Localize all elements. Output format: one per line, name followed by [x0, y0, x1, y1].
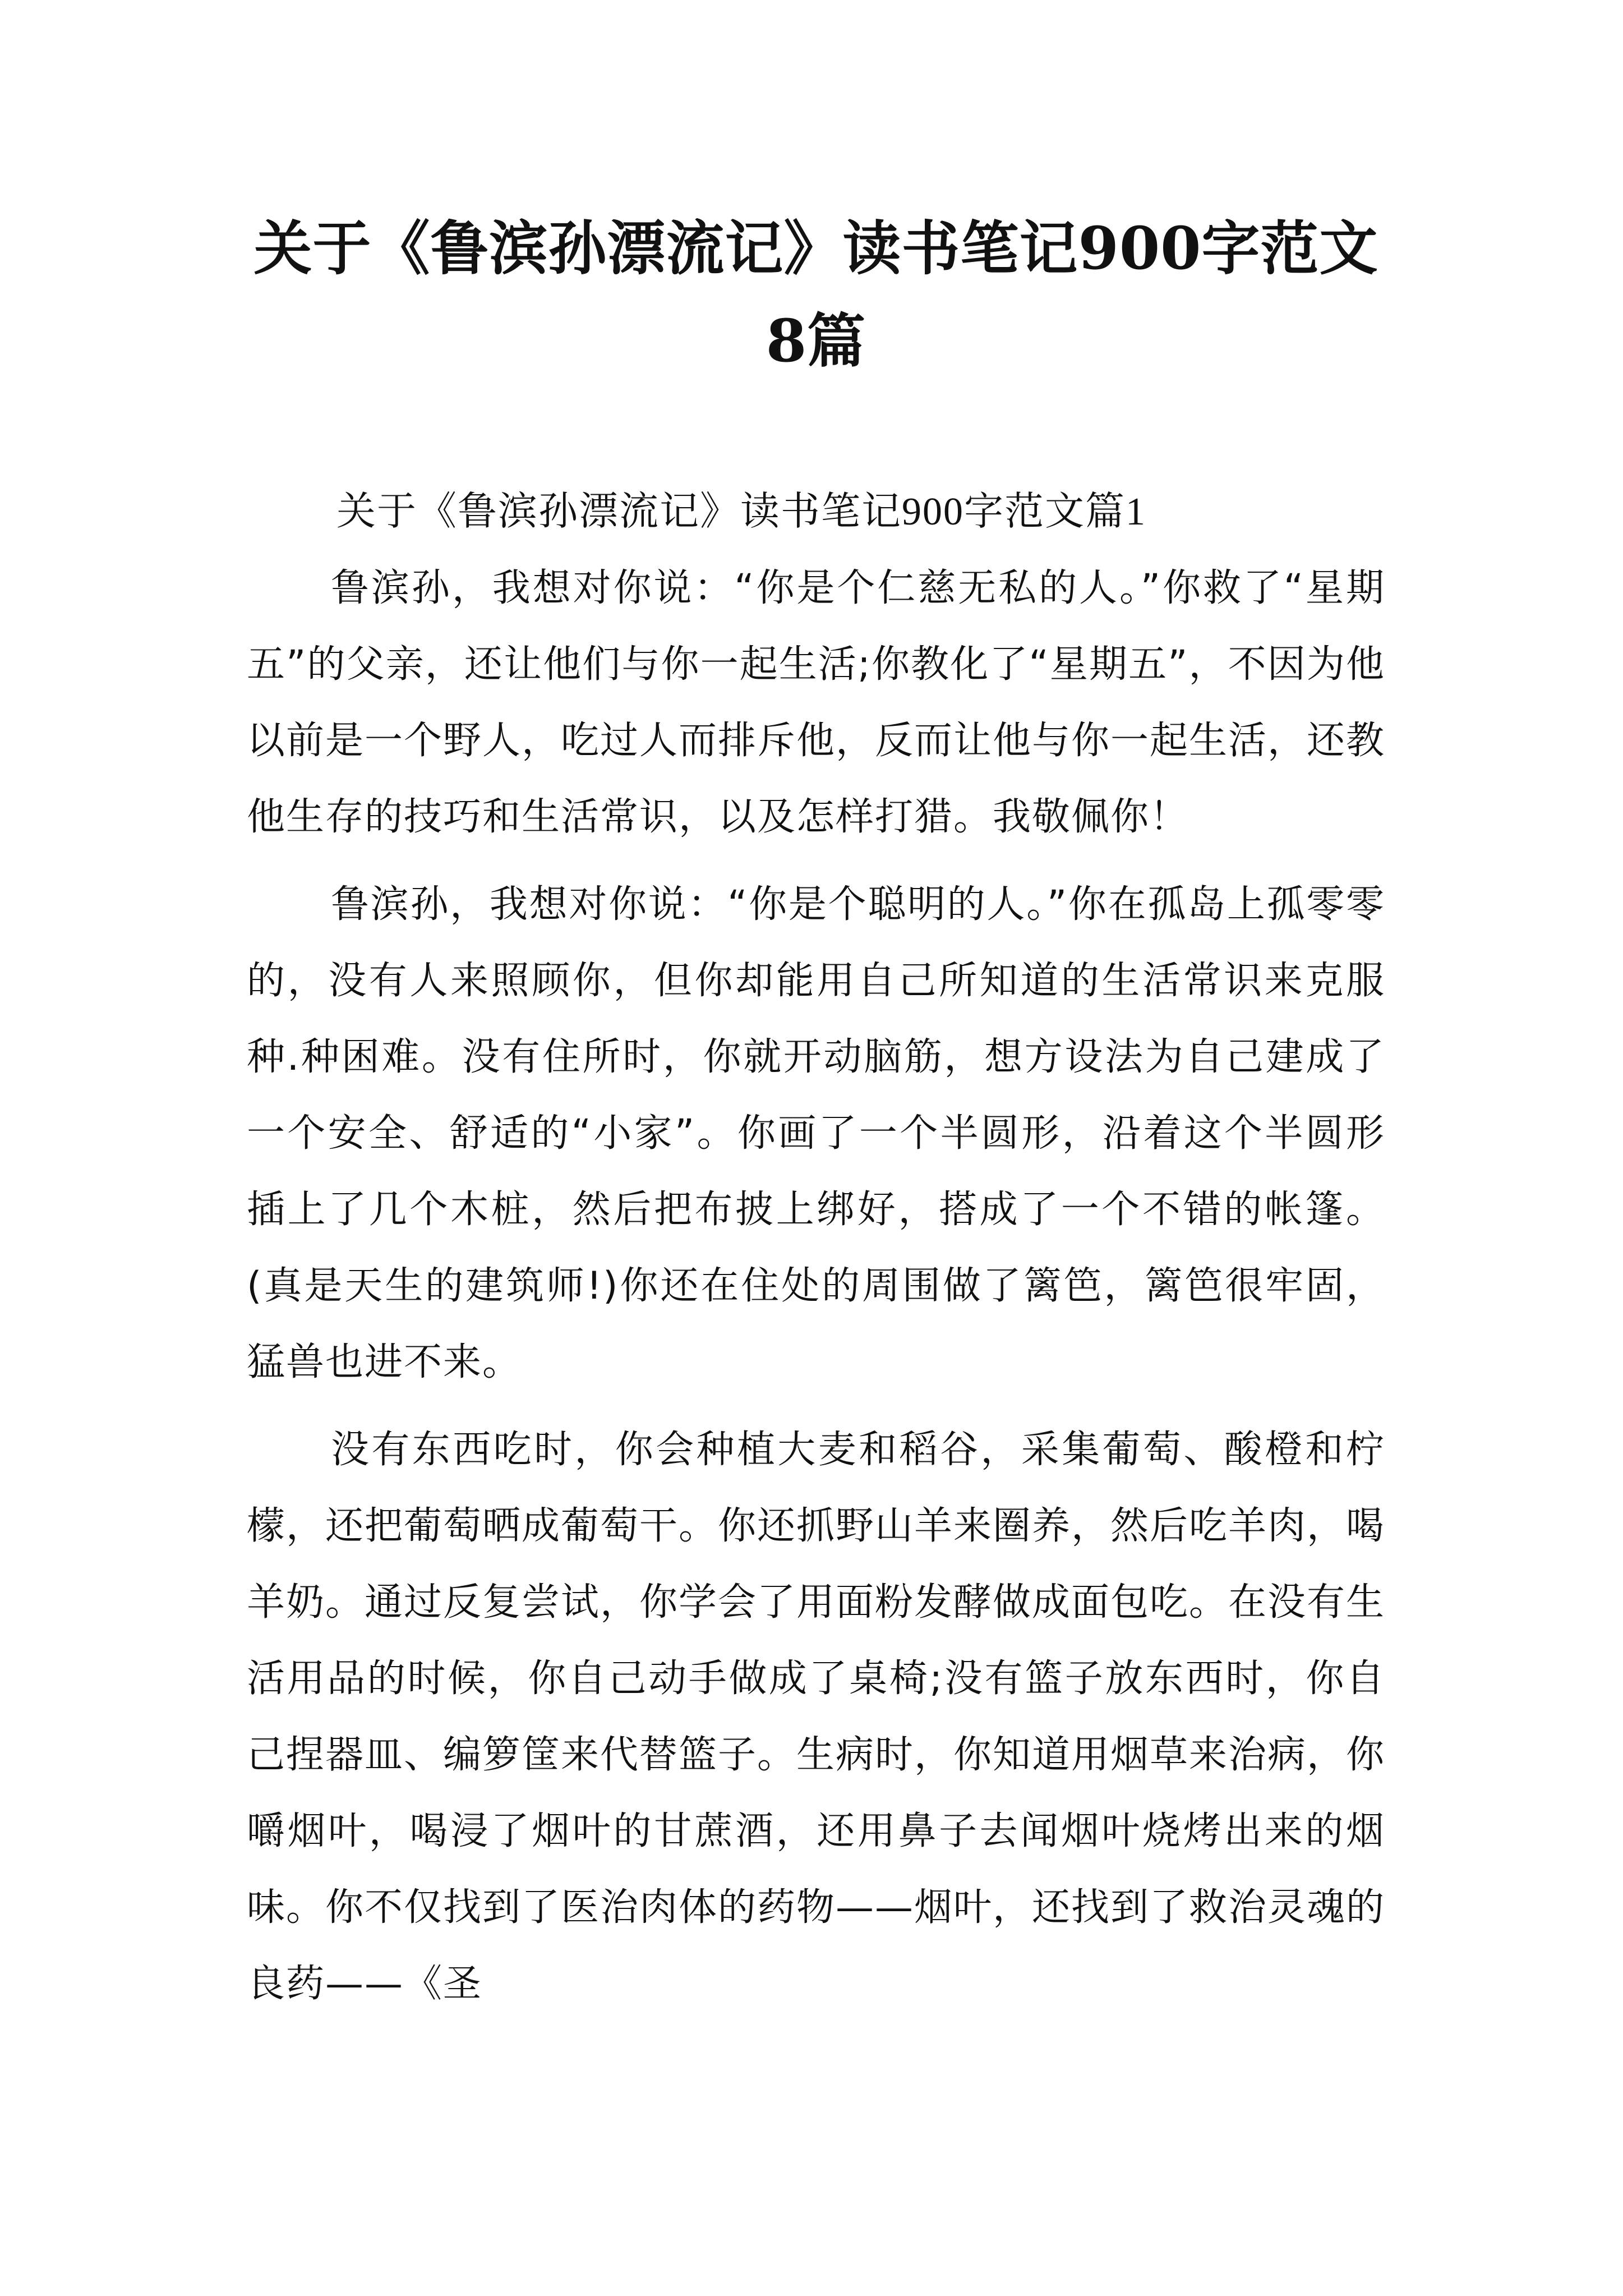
title-line-1: 关于《鲁滨孙漂流记》读书笔记900字范文 — [253, 214, 1378, 283]
paragraph-1: 鲁滨孙，我想对你说：“你是个仁慈无私的人。”你救了“星期五”的父亲，还让他们与你一起生活;你教化了“星期五”，不因为他以前是一个野人，吃过人而排斥他，反而让他与你一起生活，还教他生存的技巧和生活常识，以及怎样打猎。我敬佩你！ — [247, 566, 1386, 839]
paragraph-2: 鲁滨孙，我想对你说：“你是个聪明的人。”你在孤岛上孤零零的，没有人来照顾你，但你却能用自己所知道的生活常识来克服种.种困难。没有住所时，你就开动脑筋，想方设法为自己建成了一个安全、舒适的“小家”。你画了一个半圆形，沿着这个半圆形插上了几个木桩，然后把布披上绑好，搭成了一个不错的帐篷。(真是天生的建筑师!)你还在住处的周围做了篱笆，篱笆很牢固，猛兽也进不来。 — [247, 882, 1385, 1384]
document-body — [247, 474, 1385, 2022]
title-line-2: 8篇 — [766, 306, 866, 375]
section-heading: 关于《鲁滨孙漂流记》读书笔记900字范文篇1 — [336, 490, 1146, 533]
document-title — [247, 202, 1385, 387]
paragraph-3: 没有东西吃时，你会种植大麦和稻谷，采集葡萄、酸橙和柠檬，还把葡萄晒成葡萄干。你还抓野山羊来圈养，然后吃羊肉，喝羊奶。通过反复尝试，你学会了用面粉发酵做成面包吃。在没有生活用品的时候，你自己动手做成了桌椅;没有篮子放东西时，你自己捏器皿、编箩筐来代替篮子。生病时，你知道用烟草来治病，你嚼烟叶，喝浸了烟叶的甘蔗酒，还用鼻子去闻烟叶烧烤出来的烟味。你不仅找到了医治肉体的药物——烟叶，还找到了救治灵魂的良药——《圣 — [247, 1428, 1386, 2006]
